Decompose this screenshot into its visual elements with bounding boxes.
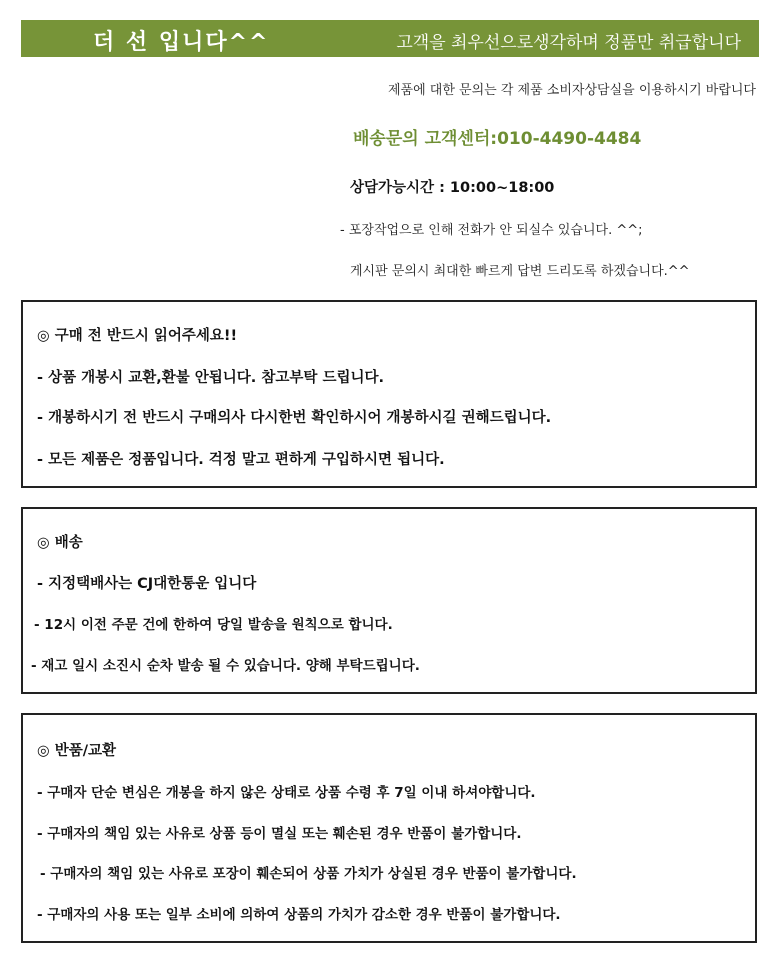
read-first-section	[21, 300, 757, 488]
shipping-section	[21, 507, 757, 694]
list-item: - 모든 제품은 정품입니다. 걱정 말고 편하게 구입하시면 됩니다.	[37, 452, 445, 468]
customer-center-phone: 배송문의 고객센터:010-4490-4484	[353, 129, 642, 149]
brand-title: 더 선 입니다^^	[93, 30, 270, 55]
header-banner	[21, 20, 759, 57]
list-item: - 구매자의 사용 또는 일부 소비에 의하여 상품의 가치가 감소한 경우 반품이 불가합니다.	[37, 907, 561, 923]
product-inquiry-notice: 제품에 대한 문의는 각 제품 소비자상담실을 이용하시기 바랍니다	[388, 83, 756, 98]
list-item: - 상품 개봉시 교환,환불 안됩니다. 참고부탁 드립니다.	[37, 370, 384, 386]
list-item: - 개봉하시기 전 반드시 구매의사 다시한번 확인하시어 개봉하시길 권해드립니다.	[37, 410, 552, 426]
list-item: - 구매자의 책임 있는 사유로 포장이 훼손되어 상품 가치가 상실된 경우 반품이 불가합니다.	[40, 866, 577, 882]
return-exchange-section	[21, 713, 757, 943]
section-title: ◎ 구매 전 반드시 읽어주세요!!	[37, 328, 238, 344]
list-item: - 재고 일시 소진시 순차 발송 될 수 있습니다. 양해 부탁드립니다.	[31, 658, 420, 674]
packing-note: - 포장작업으로 인해 전화가 안 되실수 있습니다. ^^;	[340, 223, 643, 238]
list-item: - 구매자의 책임 있는 사유로 상품 등이 멸실 또는 훼손된 경우 반품이 불가합니다.	[37, 826, 522, 842]
list-item: - 구매자 단순 변심은 개봉을 하지 않은 상태로 상품 수령 후 7일 이내 하셔야합니다.	[37, 785, 536, 801]
brand-slogan: 고객을 최우선으로생각하며 정품만 취급합니다	[396, 33, 741, 53]
board-inquiry-note: 게시판 문의시 최대한 빠르게 답변 드리도록 하겠습니다.^^	[350, 264, 690, 279]
section-title: ◎ 반품/교환	[37, 743, 117, 759]
section-title: ◎ 배송	[37, 535, 83, 551]
list-item: - 12시 이전 주문 건에 한하여 당일 발송을 원칙으로 합니다.	[34, 617, 393, 633]
consultation-hours: 상담가능시간 : 10:00~18:00	[350, 180, 555, 196]
list-item: - 지정택배사는 CJ대한통운 입니다	[37, 576, 257, 592]
